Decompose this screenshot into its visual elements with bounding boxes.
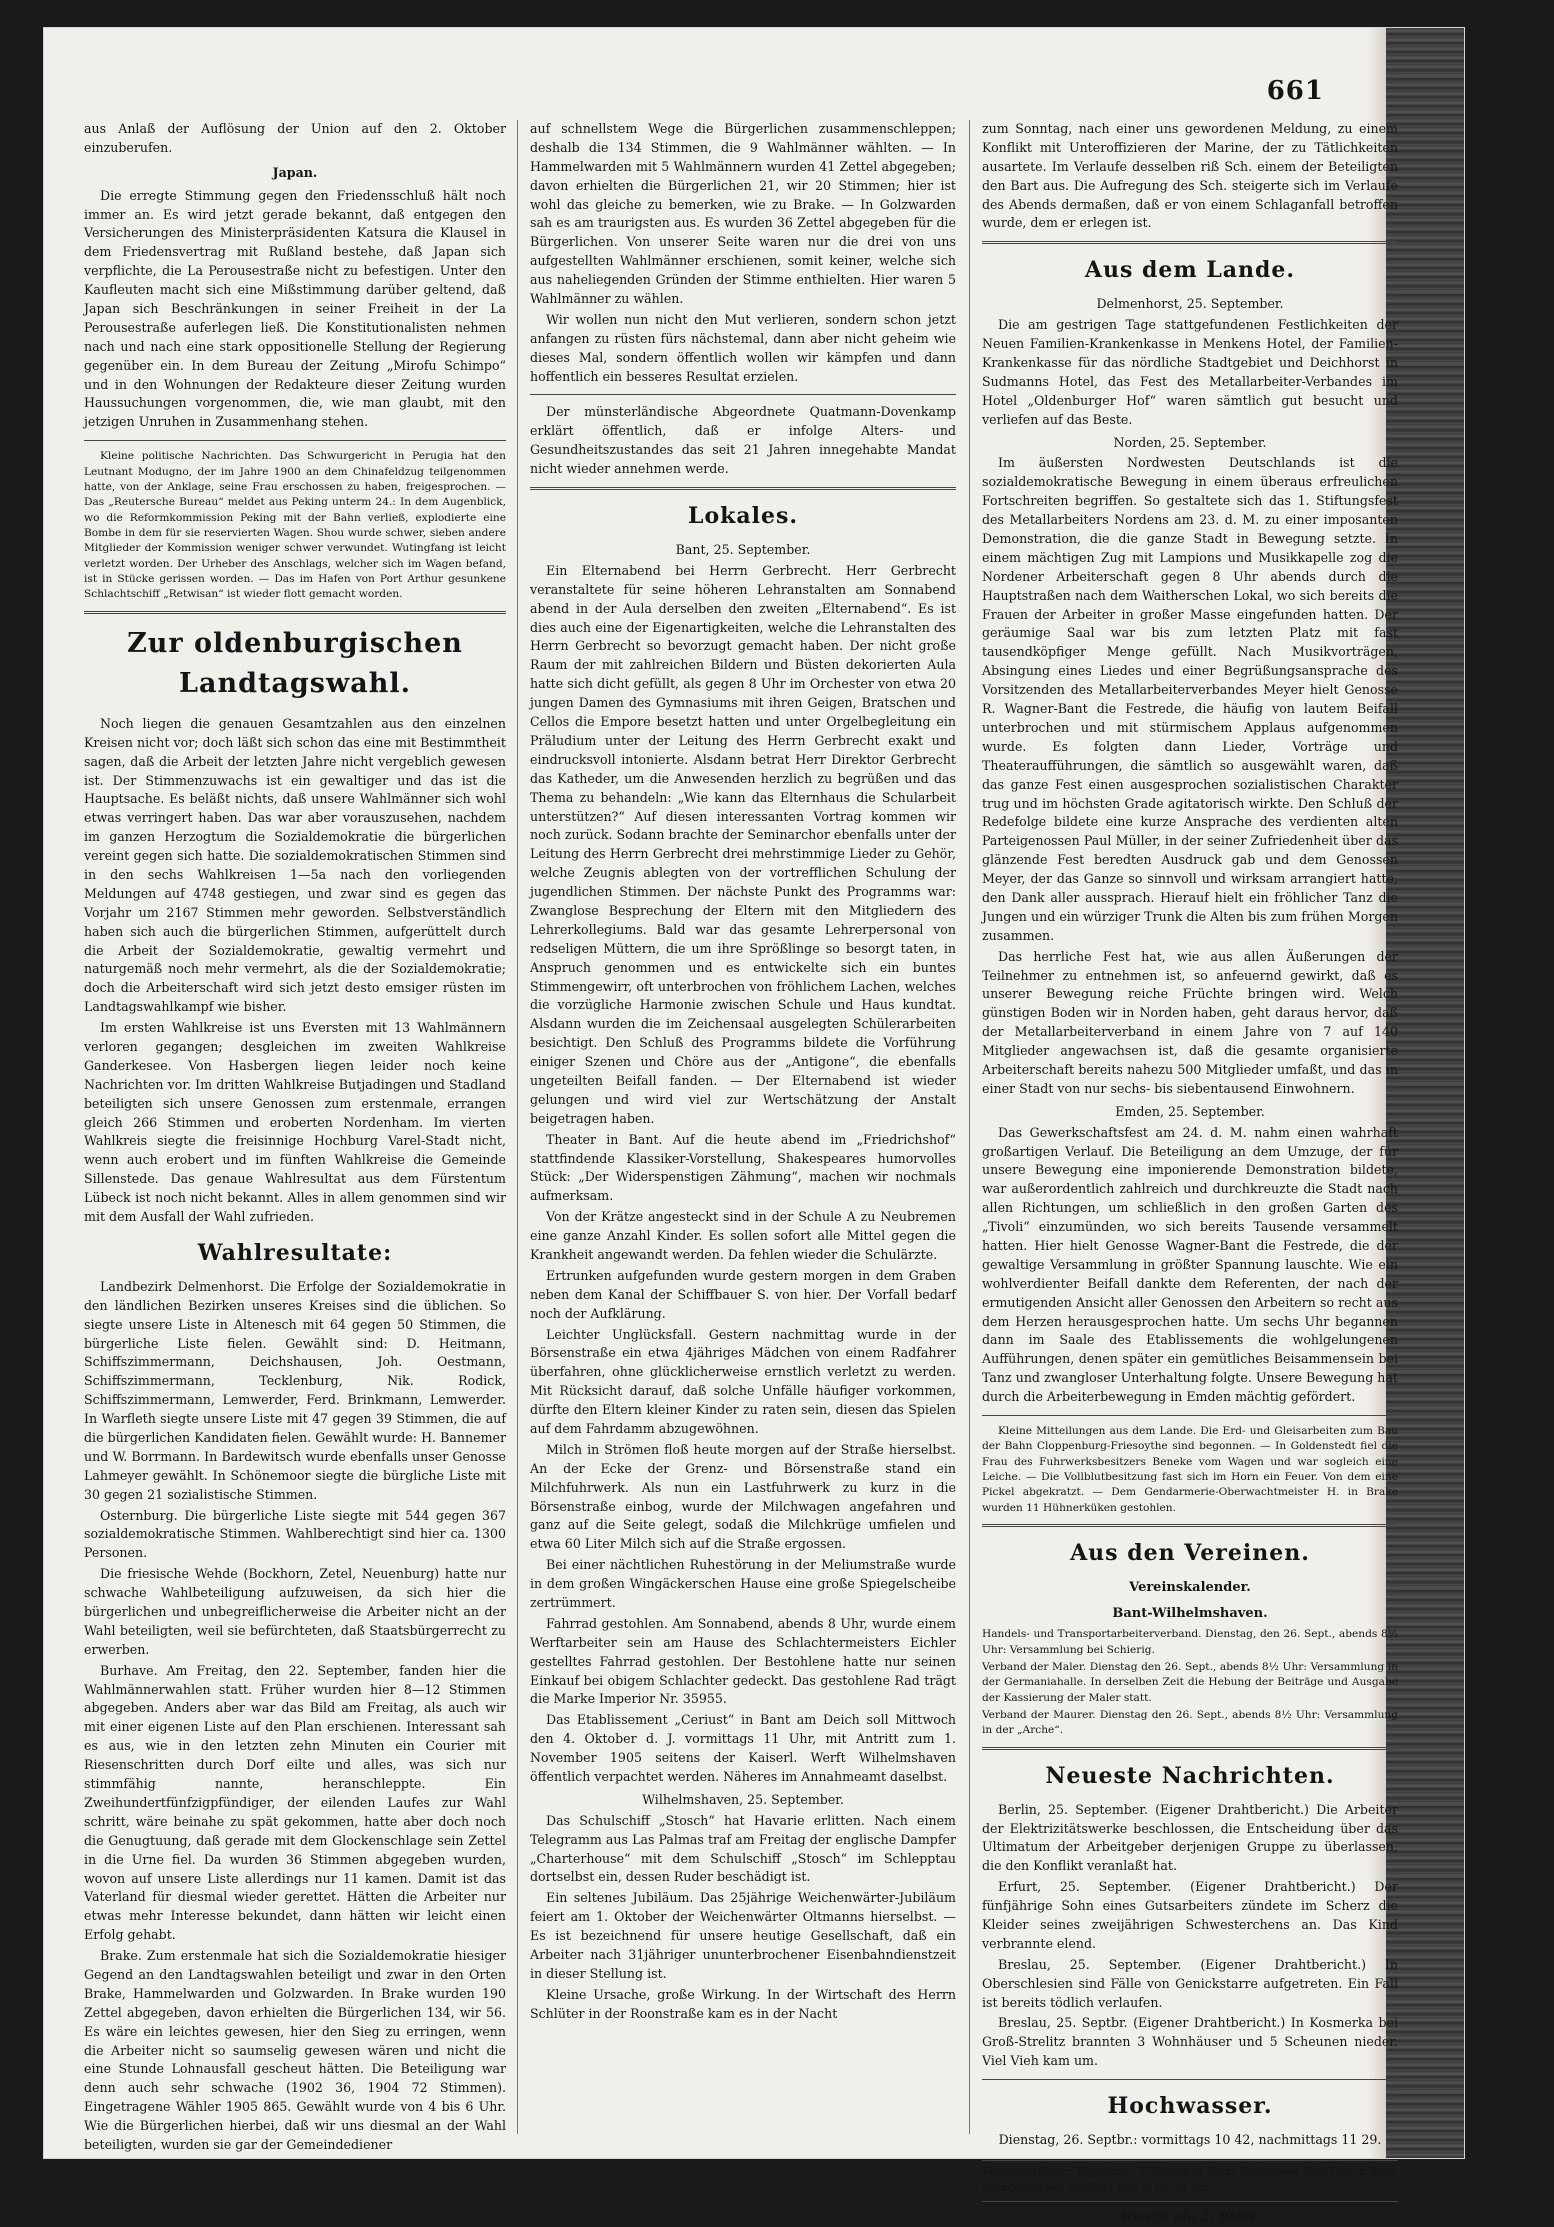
headline-lokales: Lokales. — [687, 503, 799, 530]
dateline: Wilhelmshaven, 25. September. — [642, 1791, 844, 1807]
divider — [84, 611, 506, 614]
paragraph: zum Sonntag, nach einer uns gewordenen Meldung, zu einem Konflikt mit Unteroffizieren der Marine, der zu Tätlichkeiten ausartete. Im Verlaufe desselben riß Sch. einem der Beteiligten den Bart aus. Die Aufregung des Sch. steigerte sich im Verlaufe des Abends dermaßen, daß er von einem Schlaganfall betroffen wurde, dem er erlegen ist. — [982, 121, 1398, 231]
page-number: 661 — [1266, 76, 1324, 106]
paragraph: Theater in Bant. Auf die heute abend im „Friedrichshof“ stattfindende Klassiker-Vorstellung, Shakespeares humorvolles Stück: „Der Widerspenstigen Zähmung“, machen wir nochmals aufmerksam. — [530, 1131, 956, 1204]
paragraph: auf schnellstem Wege die Bürgerlichen zusammenschleppen; deshalb die 134 Stimmen, die 9 Wahlmänner wählten. — In Hammelwarden mit 5 Wahlmännern wurden 41 Zettel abgegeben; davon erhielten die Bürgerlichen 21, wir 20 Stimmen; hier ist wohl das gleiche zu bemerken, wie zu Brake. — In Golzwarden sah es am traurigsten aus. Es wurden 36 Zettel abgegeben für die Bürgerlichen. Von unserer Seite waren nur die drei von uns aufgestellten Wahlmänner erschienen, somit keiner, welche sich aus naheliegenden Gründen der Stimme enthielten. Hier waren 5 Wahlmänner zu wählen. — [530, 121, 956, 307]
paragraph: Dienstag, 26. Septbr.: vormittags 10 42, nachmittags 11 29. — [998, 2132, 1382, 2148]
column-2 — [530, 120, 956, 2138]
paragraph: Fahrrad gestohlen. Am Sonnabend, abends 8 Uhr, wurde einem Werftarbeiter sein am Hause des Schlachtermeisters Eichler gestelltes Fahrrad gestohlen. Der Bestohlene hatte nur seinen Einkauf bei obigem Schlachter gedeckt. Das gestohlene Rad trägt die Marke Imperior Nr. 35955. — [530, 1615, 956, 1707]
divider — [982, 2079, 1398, 2080]
paragraph: Leichter Unglücksfall. Gestern nachmittag wurde in der Börsenstraße ein etwa 4jähriges Mädchen von einem Radfahrer überfahren, ohne glücklicherweise ernstlich verletzt zu werden. Mit Rücksicht darauf, daß solche Unfälle häufiger vorkommen, dürfte den Eltern kleiner Kinder zu raten sein, diesen das Spielen auf dem Fahrdamm abzugewöhnen. — [530, 1326, 956, 1436]
headline-neueste-nachrichten: Neueste Nachrichten. — [1045, 1762, 1335, 1789]
paragraph-small: Handels- und Transportarbeiterverband. Dienstag, den 26. Sept., abends 8½ Uhr: Versammlung bei Schierig. — [982, 1628, 1398, 1656]
paragraph: Osternburg. Die bürgerliche Liste siegte mit 544 gegen 367 sozialdemokratische Stimmen. Wahlberechtigt sind hier ca. 1300 Personen. — [84, 1507, 506, 1561]
paragraph: Die erregte Stimmung gegen den Friedensschluß hält noch immer an. Es wird jetzt gerade bekannt, daß entgegen den Versicherungen des Ministerpräsidenten Katsura die Klausel in dem Friedensvertrag mit Rußland bestehe, daß Japan sich verpflichte, die La Perousestraße nicht zu befestigen. Unter den Kaufleuten macht sich eine Mißstimmung darüber geltend, daß Japan sich Beschränkungen in seiner Freiheit in der La Perousestraße auferlegen ließ. Die Konstitutionalisten nehmen nach und nach eine stark oppositionelle Stellung der Regierung gegenüber ein. In dem Bureau der Zeitung „Mirofu Schimpo“ und in den Wohnungen der Redakteure dieser Zeitung wurden Haussuchungen vorgenommen, die, wie man glaubt, mit den jetzigen Unruhen in Zusammenhang stehen. — [84, 187, 506, 430]
paragraph: Erfurt, 25. September. (Eigener Drahtbericht.) Der fünfjährige Sohn eines Gutsarbeiters zündete im Scherz die Kleider seines zweijährigen Schwesterchens an. Das Kind verbrannte elend. — [982, 1879, 1398, 1951]
dateline: Delmenhorst, 25. September. — [1096, 296, 1284, 312]
newspaper-page — [44, 28, 1464, 2225]
subheading-bant-wilhelmshaven: Bant-Wilhelmshaven. — [1112, 1605, 1268, 1621]
paragraph: Ein seltenes Jubiläum. Das 25jährige Weichenwärter-Jubiläum feiert am 1. Oktober der Weichenwärter Oltmanns hierselbst. — Es ist bezeichnend für unsere heutige Gesellschaft, daß ein Arbeiter nach 31jähriger ununterbrochener Eisenbahndienstzeit in dieser Stellung ist. — [530, 1890, 956, 1981]
paragraph-small: Verband der Maurer. Dienstag den 26. Sept., abends 8½ Uhr: Versammlung in der „Arche“. — [982, 1708, 1398, 1737]
paragraph: Die friesische Wehde (Bockhorn, Zetel, Neuenburg) hatte nur schwache Wahlbeteiligung aufzuweisen, da sich hier die bürgerlichen und unbegreiflicherweise die Arbeiter nicht an der Wahl beteiligten, weil sie befürchteten, daß Staatsbürgerrecht zu erwerben. — [84, 1566, 506, 1657]
divider — [982, 1415, 1398, 1416]
headline-hochwasser: Hochwasser. — [1107, 2093, 1273, 2120]
section-heading-japan: Japan. — [272, 164, 318, 180]
paragraph: Kleine Ursache, große Wirkung. In der Wirtschaft des Herrn Schlüter in der Roonstraße kam es in der Nacht — [530, 1986, 956, 2021]
paragraph: Brake. Zum erstenmale hat sich die Sozialdemokratie hiesiger Gegend an den Landtagswahlen beteiligt und zwar in den Orten Brake, Hammelwarden und Golzwarden. In Brake wurden 190 Zettel abgegeben, davon erhielten die Bürgerlichen 134, wir 56. Es wäre ein leichtes gewesen, hier den Sieg zu erringen, wenn die Arbeiter nicht so saumselig gewesen wären und nicht die eine Stunde Lohnausfall gescheut hätten. Die Beteiligung war denn auch sehr schwache (1902 36, 1904 72 Stimmen). Eingetragene Wähler 1905 865. Gewählt wurde von 4 bis 6 Uhr. Wie die Bürgerlichen hierbei, daß wir uns diesmal an der Wahl beteiligten, wurden sie gar der Gemeindediener — [84, 1948, 506, 2152]
paragraph: Milch in Strömen floß heute morgen auf der Straße hierselbst. An der Ecke der Grenz- und Börsenstraße stand ein Milchfuhrwerk. Als nun ein Lastfuhrwerk zu kurz in die Börsenstraße einbog, wurde der Milchwagen angefahren und ganz auf die Seite gelegt, sodaß die Milchkrüge umfielen und etwa 60 Liter Milch sich auf die Straße ergossen. — [530, 1441, 956, 1552]
paragraph: Breslau, 25. Septbr. (Eigener Drahtbericht.) In Kosmerka bei Groß-Strelitz brannten 3 Wohnhäuser und 5 Scheunen nieder. Viel Vieh kam um. — [982, 2015, 1398, 2069]
paragraph: Das Schulschiff „Stosch“ hat Havarie erlitten. Nach einem Telegramm aus Las Palmas traf am Freitag der englische Dampfer „Charterhouse“ mit dem Schulschiff „Stosch“ im Schlepptau dortselbst ein, dessen Ruder beschädigt ist. — [530, 1812, 956, 1885]
paragraph: Wir wollen nun nicht den Mut verlieren, sondern schon jetzt anfangen zu rüsten fürs nächstemal, dann aber nicht geheim wie dieses Mal, sondern öffentlich wollen wir kämpfen und dann hoffentlich ein besseres Resultat erzielen. — [530, 311, 956, 384]
column-rule — [517, 120, 518, 2134]
paragraph-small: Kleine politische Nachrichten. Das Schwurgericht in Perugia hat den Leutnant Modugno, der im Jahre 1900 an dem Chinafeldzug teilgenommen hatte, von der Anklage, seine Frau erschossen zu haben, freigesprochen. — Das „Reutersche Bureau“ meldet aus Peking unterm 24.: In dem Augenblick, wo die Reformkommission Peking mit der Bahn verließ, explodierte eine Bombe in dem für sie reservierten Wagen. Shou wurde schwer, sieben andere Mitglieder der Kommission weniger schwer verwundet. Wutingfang ist leicht verletzt worden. Der Urheber des Anschlags, welcher sich im Wagen befand, ist in Stücke gerissen worden. — Das im Hafen von Port Arthur gesunkene Schlachtschiff „Retwisan“ ist wieder flott gemacht worden. — [84, 450, 506, 601]
paragraph: Berlin, 25. September. (Eigener Drahtbericht.) Die Arbeiter der Elektrizitätswerke beschlossen, die Entscheidung über das Ultimatum der Arbeitgeber derjenigen Gruppe zu überlassen, die den Konflikt veranlaßt hat. — [982, 1801, 1398, 1874]
divider — [982, 1747, 1398, 1750]
divider — [982, 241, 1398, 244]
headline-landtagswahl: Zur oldenburgischen Landtagswahl. — [127, 627, 463, 700]
paragraph: Breslau, 25. September. (Eigener Drahtbericht.) In Oberschlesien sind Fälle von Genickstarre aufgetreten. Ein Fall ist bereits tödlich verlaufen. — [982, 1956, 1398, 2010]
dateline: Bant, 25. September. — [675, 542, 811, 558]
dateline: Emden, 25. September. — [1115, 1103, 1265, 1119]
headline-wahlresultate: Wahlresultate: — [197, 1239, 393, 1266]
supplement-note: Hierzu ein 2. Blatt. — [1120, 2209, 1260, 2225]
paragraph: Das herrliche Fest hat, wie aus allen Äußerungen der Teilnehmer zu entnehmen ist, so anfeuernd gewirkt, daß es unserer Bewegung reiche Früchte bringen wird. Welch günstigen Boden wir in Norden haben, geht daraus hervor, daß der Metallarbeiterverband in einem Jahre von 7 auf 140 Mitglieder angewachsen ist, daß die gesamte organisierte Arbeiterschaft bereits nahezu 500 Mitglieder umfaßt, und das in einer Stadt von nur sechs- bis siebentausend Einwohnern. — [982, 948, 1398, 1096]
paragraph: Im ersten Wahlkreise ist uns Eversten mit 13 Wahlmännern verloren gegangen; desgleichen im zweiten Wahlkreise Ganderkesee. Von Hasbergen liegen leider noch keine Nachrichten vor. Im dritten Wahlkreise Butjadingen und Stadland beteiligten sich unsere Genossen zum erstenmale, errangen gleich 266 Stimmen und eroberten Nordenham. Im vierten Wahlkreis siegte die freisinnige Hochburg Varel-Stadt nicht, wenn auch erobert und im fünften Wahlkreise die Gemeinde Sillenstede. Das genaue Wahlresultat aus dem Fürstentum Lübeck ist noch nicht bekannt. Alles in allem genommen sind wir mit dem Ausfall der Wahl zufrieden. — [84, 1020, 506, 1224]
paragraph-small: Kleine Mitteilungen aus dem Lande. Die Erd- und Gleisarbeiten zum Bau der Bahn Cloppenburg-Friesoythe sind begonnen. — In Goldenstedt fiel die Frau des Fuhrwerksbesitzers Beneke vom Wagen und war sogleich eine Leiche. — Die Vollblutbesitzung fast sich im Horn ein Feuer. Von dem eine Pickel abgekratzt. — Dem Gendarmerie-Oberwachtmeister H. in Brake wurden 11 Hühnerküken gestohlen. — [982, 1425, 1398, 1514]
subheading-vereinskalender: Vereinskalender. — [1129, 1580, 1251, 1596]
divider — [530, 487, 956, 490]
paragraph: Burhave. Am Freitag, den 22. September, fanden hier die Wahlmännerwahlen statt. Früher wurden hier 8—12 Stimmen abgegeben. Anders aber war das Bild am Freitag, als auch wir mit einer eigenen Liste auf den Plan erschienen. Interessant sah es aus, wie in den letzten zehn Minuten ein Courier mit Riesenschritten durch Dorf eilte und alles, was sich nur stimmfähig nannte, heranschleppte. Ein Zweihundertfünfzigpfündiger, der eilenden Laufes zur Wahl schritt, wäre beinahe zu spät gekommen, hatte aber doch noch die Genugtuung, daß gerade mit dem Glockenschlage sein Zettel in die Urne fiel. Da wurden 36 Stimmen abgegeben wurden, wovon auf unsere Liste allerdings nur 11 kamen. Damit ist das Vaterland für diesmal wieder gerettet. Hätten die Arbeiter nur etwas mehr Interesse bekundet, dann hätten wir leicht einen Erfolg gehabt. — [84, 1662, 506, 1943]
column-1 — [84, 120, 506, 2152]
headline-aus-den-vereinen: Aus den Vereinen. — [1070, 1540, 1310, 1567]
paragraph: Von der Krätze angesteckt sind in der Schule A zu Neubremen eine ganze Anzahl Kinder. Es sollen sofort alle Mittel gegen die Krankheit angewandt werden. Da fehlen wieder die Schulärzte. — [530, 1209, 956, 1262]
paragraph: Ein Elternabend bei Herrn Gerbrecht. Herr Gerbrecht veranstaltete für seine höheren Lehranstalten am Sonnabend abend in der Aula derselben den zweiten „Elternabend“. Es ist dies auch eine der Eigenartigkeiten, welche die Lehranstalten des Herrn Gerbrecht so bevorzugt gemacht haben. Der nicht große Raum der mit zahlreichen Bildern und Büsten dekorierten Aula hatte sich dicht gefüllt, als gegen 8 Uhr im Orchester von etwa 20 jungen Damen des Gymnasiums mit ihren Geigen, Bratschen und Cellos die Empore besetzt hatten und unter Orgelbegleitung ein Präludium unter der Leitung des Herrn Gerbrecht exakt und eindrucksvoll intonierte. Alsdann betrat Herr Direktor Gerbrecht das Katheder, um die Anwesenden herzlich zu begrüßen und das Thema zu behandeln: „Wie kann das Elternhaus die Schularbeit unterstützen?“ Auf diesen interessanten Vortrag kommen wir noch zurück. Sodann brachte der Seminarchor ebenfalls unter der Leitung des Herrn Gerbrecht drei mehrstimmige Lieder zu Gehör, welche Zeugnis ablegten von der vortrefflichen Schulung der jugendlichen Stimmen. Der nächste Punkt des Programms war: Zwanglose Besprechung der Eltern mit den Mitgliedern des Lehrerkollegiums. Bald war das gesamte Lehrerpersonal von redseligen Müttern, die um ihre Sprößlinge so besorgt taten, in Anspruch genommen und es entwickelte sich ein buntes Stimmengewirr, oft unterbrochen von fröhlichem Lachen, welches die vorzügliche Harmonie zwischen Schule und Haus kundtat. Alsdann wurden die im Zeichensaal ausgelegten Schülerarbeiten besichtigt. Den Schluß des Programms bildete die Vorführung einiger Szenen und Chöre aus der „Antigone“, die ebenfalls ungeteilten Beifall fanden. — Der Elternabend ist wieder gelungen und wird viel zur Wertschätzung der Anstalt beigetragen haben. — [530, 562, 956, 1126]
paragraph: Im äußersten Nordwesten Deutschlands ist die sozialdemokratische Bewegung in einem überaus erfreulichen Fortschreiten begriffen. So gestaltete sich das 1. Stiftungsfest des Metallarbeiters Nordens am 23. d. M. zu einer imposanten Demonstration, die die ganze Stadt in Bewegung setzte. In einem mächtigen Zug mit Lampions und Musikkapelle zog die Nordener Arbeiterschaft gegen 8 Uhr abends durch die Hauptstraßen nach dem Waitherschen Lokal, wo sich bereits die Frauen der Arbeiter in großer Masse eingefunden hatten. Der geräumige Saal war bis zum letzten Platz mit fast tausendköpfiger Menge gefüllt. Nach Musikvorträgen, Absingung eines Liedes und einer Begrüßungsansprache des Vorsitzenden des Metallarbeiterverbandes Meyer hielt Genosse R. Wagner-Bant die Festrede, die häufig von lautem Beifall unterbrochen und mit stürmischem Applaus aufgenommen wurde. Es folgten dann Lieder, Vorträge und Theateraufführungen, die sämtlich so ausgewählt waren, daß das ganze Fest einen ausgesprochen sozialistischen Charakter trug und im höchsten Grade agitatorisch wirkte. Den Schluß der Redefolge bildete eine kurze Ansprache des verdienten alten Parteigenossen Paul Müller, in der seiner Zufriedenheit über das glänzende Fest beredten Ausdruck gab und dem Genossen Meyer, der das Ganze so sinnvoll und wirksam arrangiert hatte, den Dank aller aussprach. Hierauf hielt ein fröhlicher Tanz die Jungen und ein würziger Trunk die Alten bis zum frühen Morgen zusammen. — [982, 455, 1398, 943]
imprint: Verantwortlicher Redakteur: E. Meyer in Varel. Verlag von Paul Hug in Bant. Rotationsdruck von Paul Hug & Co. in Bant. — [982, 2160, 1398, 2202]
dateline: Norden, 25. September. — [1113, 434, 1267, 450]
paragraph: Noch liegen die genauen Gesamtzahlen aus den einzelnen Kreisen nicht vor; doch läßt sich schon das eine mit Bestimmtheit sagen, daß die Arbeit der letzten Jahre nicht vergeblich gewesen ist. Der Stimmenzuwachs ist ein gewaltiger und das ist die Hauptsache. Es beläßt nichts, daß unsere Wahlmänner sich wohl etwas verringert haben. Das war aber vorauszusehen, nachdem im ganzen Herzogtum die Sozialdemokratie die bürgerlichen vereint gegen sich hatte. Die sozialdemokratischen Stimmen sind in den sechs Wahlkreisen 1—5a nach den vorliegenden Meldungen auf 4748 gestiegen, und zwar sind es gegen das Vorjahr um 2167 Stimmen mehr geworden. Selbstverständlich haben sich auch die bürgerlichen Stimmen, aufgerüttelt durch die Arbeit der Sozialdemokratie, gewaltig vermehrt und naturgemäß noch mehr vermehrt, als die der Sozialdemokratie; doch die Arbeiterschaft wird sich jetzt desto emsiger rüsten im Landtagswahlkampf wie bisher. — [84, 715, 506, 1015]
paragraph: Landbezirk Delmenhorst. Die Erfolge der Sozialdemokratie in den ländlichen Bezirken unseres Kreises sind die üblichen. So siegte unsere Liste in Altenesch mit 64 gegen 50 Stimmen, die bürgerliche Liste fielen. Gewählt sind: D. Heitmann, Schiffszimmermann, Deichshausen, Joh. Oestmann, Schiffszimmermann, Tecklenburg, Nik. Rodick, Schiffszimmermann, Lemwerder, Ferd. Brinkmann, Lemwerder. In Warfleth siegte unsere Liste mit 47 gegen 39 Stimmen, die auf die bürgerlichen Kandidaten fielen. Gewählt wurde: H. Bannemer und W. Borrmann. In Bardewitsch wurde ebenfalls unser Genosse Lahmeyer gewählt. In Schönemoor siegte die bürgliche Liste mit 30 gegen 21 sozialistische Stimmen. — [84, 1278, 506, 1502]
paragraph: aus Anlaß der Auflösung der Union auf den 2. Oktober einzuberufen. — [84, 121, 506, 155]
divider — [982, 1524, 1398, 1527]
paragraph: Der münsterländische Abgeordnete Quatmann-Dovenkamp erklärt öffentlich, daß er infolge Alters- und Gesundheitszustandes das seit 21 Jahren innegehabte Mandat nicht wieder annehmen werde. — [530, 404, 956, 477]
paragraph: Ertrunken aufgefunden wurde gestern morgen in dem Graben neben dem Kanal der Schiffbauer S. von hier. Der Vorfall bedarf noch der Aufklärung. — [530, 1267, 956, 1321]
paragraph: Das Etablissement „Ceriust“ in Bant am Deich soll Mittwoch den 4. Oktober d. J. vormittags 11 Uhr, mit Antritt zum 1. November 1905 seitens der Kaiserl. Werft Wilhelmshaven öffentlich verpachtet werden. Näheres im Annahmeamt daselbst. — [530, 1712, 956, 1785]
column-rule — [969, 120, 970, 2134]
paragraph-small: Verband der Maler. Dienstag den 26. Sept., abends 8½ Uhr: Versammlung in der Germaniahalle. In derselben Zeit die Hebung der Beiträge und Ausgabe der Kassierung der Maler statt. — [982, 1660, 1398, 1704]
divider — [530, 394, 956, 395]
paragraph: Bei einer nächtlichen Ruhestörung in der Meliumstraße wurde in dem großen Wingäckerschen Hause eine große Spiegelscheibe zertrümmert. — [530, 1557, 956, 1611]
headline-aus-dem-lande: Aus dem Lande. — [1084, 257, 1296, 284]
paragraph: Die am gestrigen Tage stattgefundenen Festlichkeiten der Neuen Familien-Krankenkasse in Menkens Hotel, der Familien-Krankenkasse für das nördliche Stadtgebiet und Deichhorst in Sudmanns Hotel, das Fest des Metallarbeiter-Verbandes im Hotel „Oldenburger Hof“ waren sämtlich gut besucht und verliefen auf das Beste. — [982, 317, 1398, 427]
divider — [84, 440, 506, 441]
paragraph: Das Gewerkschaftsfest am 24. d. M. nahm einen wahrhaft großartigen Verlauf. Die Beteiligung an dem Umzuge, der für unsere Bewegung eine imponierende Demonstration bildete, war außerordentlich zahlreich und durchkreuzte die Stadt nach allen Richtungen, um schließlich in den großen Garten des „Tivoli“ einzumünden, wo sich bereits Tausende versammelt hatten. Hier hielt Genosse Wagner-Bant die Festrede, die der gewaltige Versammlung in größter Spannung lauschte. Wie ein wohlverdienter Beifall dankte dem Referenten, der nach der ermutigenden Ansicht aller Genossen den Arbeitern so recht aus dem Herzen herausgesprochen hatte. Um sechs Uhr begannen dann im Saale des Etablissements die wohlgelungenen Aufführungen, denen später ein gemütliches Beisammensein bei Tanz und zwangloser Unterhaltung folgte. Unsere Bewegung hat durch die Arbeiterbewegung in Emden mächtig gefördert. — [982, 1124, 1398, 1405]
column-3 — [982, 120, 1398, 2225]
